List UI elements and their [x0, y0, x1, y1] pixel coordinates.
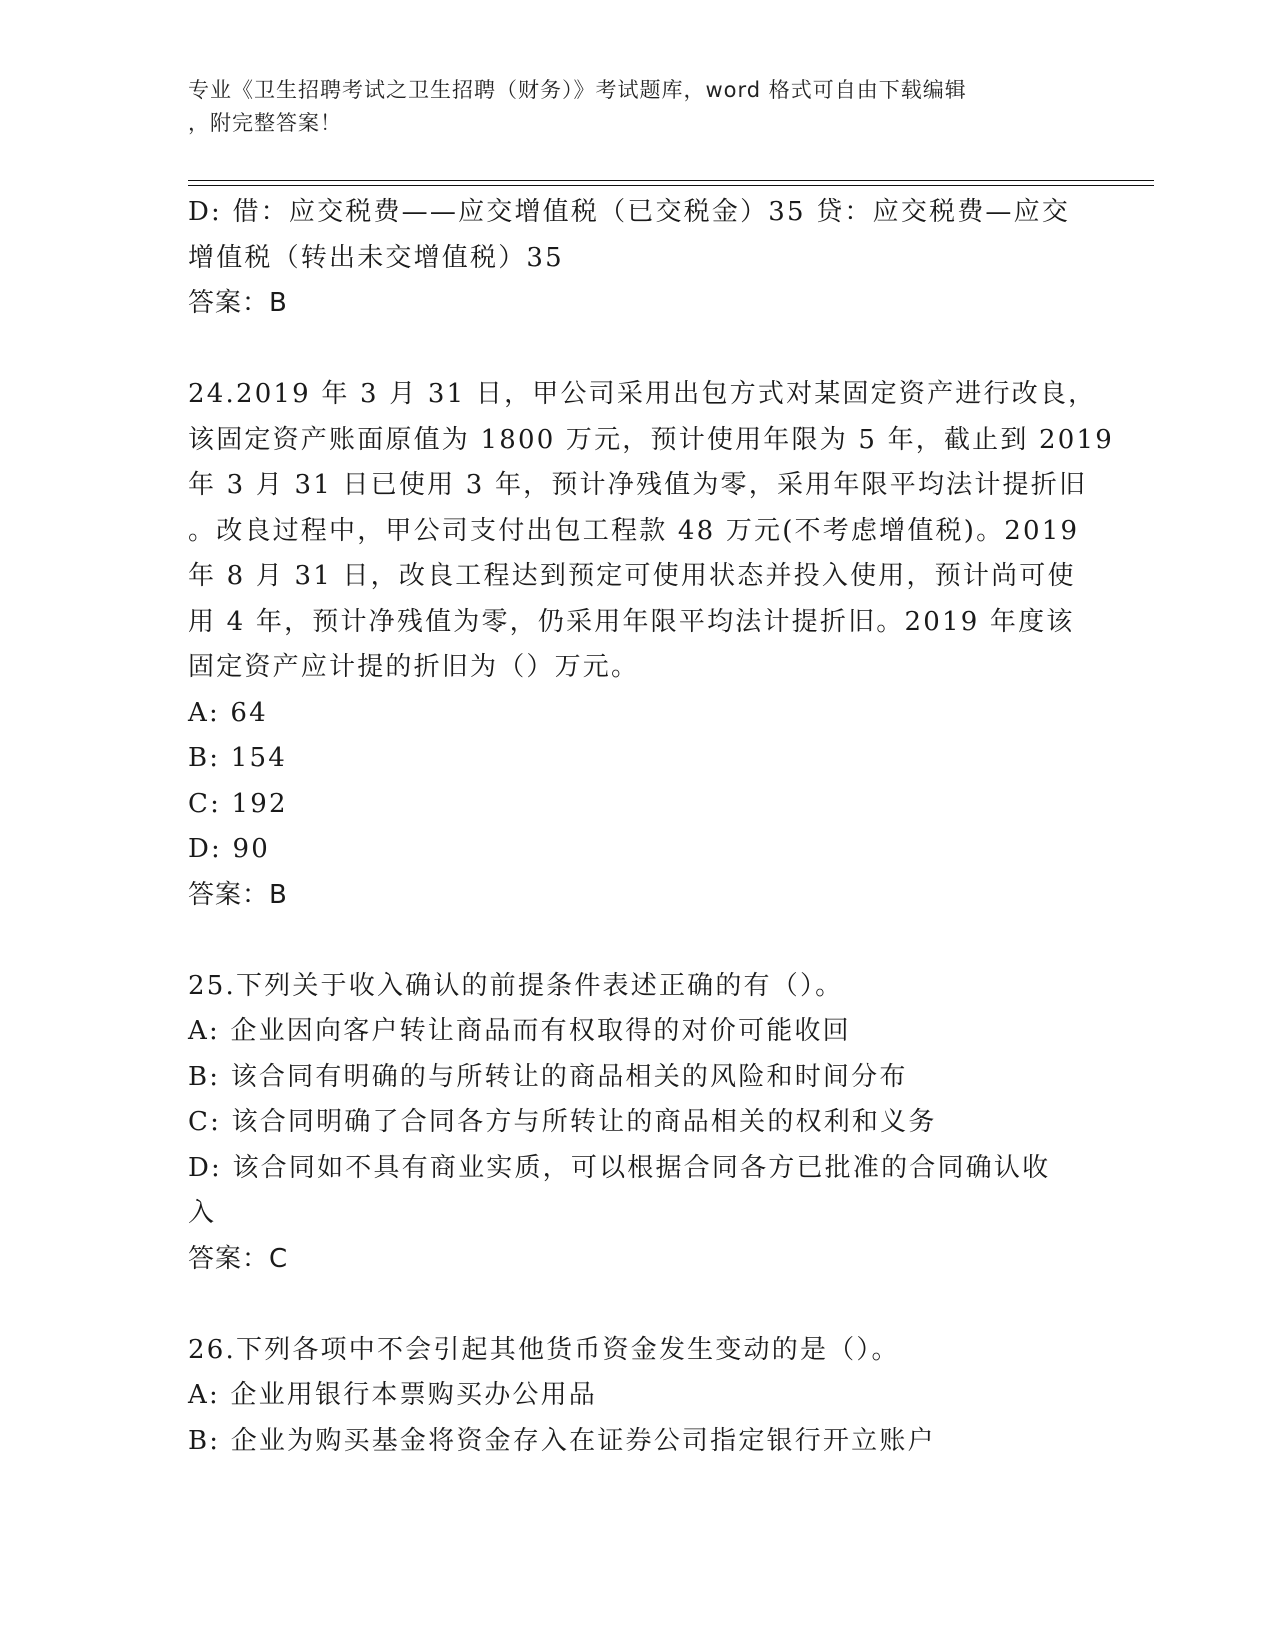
spacer: [188, 327, 1088, 373]
spacer: [188, 1282, 1088, 1328]
q25-option-a: A: 企业因向客户转让商品而有权取得的对价可能收回: [188, 1016, 851, 1046]
q26-option-a: A: 企业用银行本票购买办公用品: [188, 1380, 598, 1410]
q25-option-d-line-1: D: 该合同如不具有商业实质，可以根据合同各方已批准的合同确认收: [188, 1152, 1051, 1183]
header-line-1: 专业《卫生招聘考试之卫生招聘（财务）》考试题库，word 格式可自由下载编辑: [188, 78, 967, 102]
q24-option-a: A: 64: [188, 697, 268, 728]
question-24: [188, 372, 1115, 918]
q25-answer: 答案：C: [188, 1243, 289, 1274]
header-rule-top: [188, 180, 1154, 181]
q23-option-d-line-2: 增值税（转出未交增值税）35: [188, 242, 564, 273]
q24-stem-line-5: 年 8 月 31 日，改良工程达到预定可使用状态并投入使用，预计尚可使: [188, 561, 1076, 591]
q24-stem-line-3: 年 3 月 31 日已使用 3 年，预计净残值为零，采用年限平均法计提折旧: [188, 470, 1088, 500]
document-body: [188, 190, 1115, 1464]
q23-answer: 答案：B: [188, 288, 288, 318]
q24-option-d: D: 90: [188, 834, 270, 864]
header-line-2: ，附完整答案！: [188, 111, 342, 135]
q26-option-b: B: 企业为购买基金将资金存入在证券公司指定银行开立账户: [188, 1425, 936, 1456]
q23-option-d-line-1: D: 借：应交税费——应交增值税（已交税金）35 贷：应交税费—应交: [188, 197, 1071, 227]
q24-option-b: B: 154: [188, 743, 287, 773]
q24-stem-line-7: 固定资产应计提的折旧为（）万元。: [188, 652, 640, 682]
document-header: [188, 74, 1088, 140]
q25-option-d-line-2: 入: [188, 1198, 217, 1228]
q24-option-c: C: 192: [188, 788, 288, 819]
q26-stem: 26.下列各项中不会引起其他货币资金发生变动的是（）。: [188, 1334, 900, 1365]
q25-option-c: C: 该合同明确了合同各方与所转让的商品相关的权利和义务: [188, 1107, 937, 1137]
q25-stem: 25.下列关于收入确认的前提条件表述正确的有（）。: [188, 970, 844, 1001]
q24-stem-line-1: 24.2019 年 3 月 31 日，甲公司采用出包方式对某固定资产进行改良，: [188, 379, 1097, 409]
question-26: [188, 1328, 1088, 1465]
q25-option-b: B: 该合同有明确的与所转让的商品相关的风险和时间分布: [188, 1061, 908, 1092]
spacer: [188, 918, 1088, 964]
q24-stem-line-6: 用 4 年，预计净残值为零，仍采用年限平均法计提折旧。2019 年度该: [188, 606, 1075, 637]
question-23-tail: [188, 190, 1088, 327]
q24-stem-line-2: 该固定资产账面原值为 1800 万元，预计使用年限为 5 年，截止到 2019: [188, 424, 1115, 455]
header-rule-bottom: [188, 185, 1154, 186]
question-25: [188, 964, 1088, 1283]
q24-answer: 答案：B: [188, 879, 288, 910]
q24-stem-line-4: 。改良过程中，甲公司支付出包工程款 48 万元(不考虑增值税)。2019: [188, 515, 1080, 546]
